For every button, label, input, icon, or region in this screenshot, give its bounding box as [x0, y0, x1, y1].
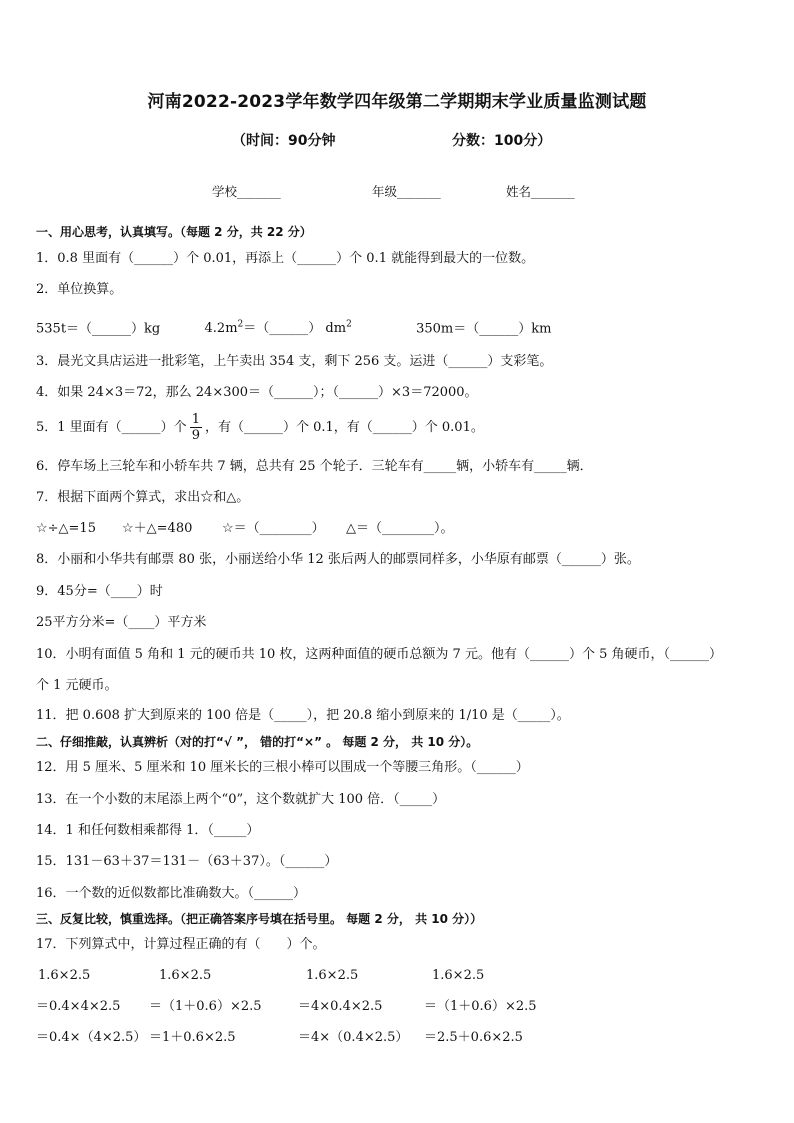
question-10a: 10．小明有面值 5 角和 1 元的硬币共 10 枚，这两种面值的硬币总额为 7 元。他有（______）个 5 角硬币，（______）	[36, 647, 722, 662]
question-7: 7．根据下面两个算式，求出☆和△。	[36, 490, 250, 505]
option-a-line2: ＝0.4×4×2.5	[36, 999, 121, 1014]
question-12: 12．用 5 厘米、5 厘米和 10 厘米长的三根小棒可以围成一个等腰三角形。（______）	[36, 760, 529, 775]
option-d-line2: ＝（1＋0.6）×2.5	[424, 999, 537, 1014]
question-17: 17．下列算式中，计算过程正确的有（ ）个。	[36, 937, 326, 952]
question-2: 2．单位换算。	[36, 282, 123, 297]
question-16: 16．一个数的近似数都比准确数大。（______）	[36, 886, 307, 901]
option-b-line2: ＝（1＋0.6）×2.5	[149, 999, 262, 1014]
option-b-line3: ＝1＋0.6×2.5	[149, 1030, 236, 1045]
question-10b: 个 1 元硬币。	[36, 678, 118, 693]
question-8: 8．小丽和小华共有邮票 80 张，小丽送给小华 12 张后两人的邮票同样多，小华原有邮票（______）张。	[36, 552, 640, 567]
name-field: 姓名_______	[506, 184, 575, 199]
option-c-line2: ＝4×0.4×2.5	[298, 999, 383, 1014]
option-a-line1: 1.6×2.5	[38, 968, 91, 983]
question-7b: ☆＋△=480	[122, 521, 193, 536]
exam-time: （时间：90分钟	[232, 133, 336, 149]
question-3: 3．晨光文具店运进一批彩笔，上午卖出 354 支，剩下 256 支。运进（______）支彩笔。	[36, 354, 553, 369]
question-15: 15．131－63＋37＝131－（63＋37）。（______）	[36, 854, 338, 869]
option-a-line3: ＝0.4×（4×2.5）	[36, 1030, 147, 1045]
question-7c: ☆＝（________）	[222, 521, 325, 536]
question-5: 5．1 里面有（______）个 $\frac{1}{9}$ ，有（______）个 0.1，有（______）个 0.01。	[36, 412, 484, 443]
question-4: 4．如果 24×3＝72，那么 24×300＝（______）；（______）×3＝72000。	[36, 385, 478, 400]
grade-field: 年级_______	[372, 184, 441, 199]
question-2-row	[36, 316, 551, 338]
school-field: 学校_______	[212, 184, 281, 199]
option-d-line1: 1.6×2.5	[432, 968, 485, 983]
exam-title: 河南2022-2023学年数学四年级第二学期期末学业质量监测试题	[147, 92, 647, 112]
option-b-line1: 1.6×2.5	[159, 968, 212, 983]
question-7d: △＝（________）。	[346, 521, 454, 536]
section3-heading: 三、反复比较，慎重选择。（把正确答案序号填在括号里。 每题 2 分， 共 10 分））	[36, 912, 483, 926]
question-9b: 25平方分米=（____）平方米	[36, 615, 207, 630]
question-1: 1．0.8 里面有（______）个 0.01，再添上（______）个 0.1 就能得到最大的一位数。	[36, 251, 535, 266]
option-c-line1: 1.6×2.5	[306, 968, 359, 983]
exam-score: 分数：100分）	[452, 133, 552, 149]
question-7a: ☆÷△=15	[36, 521, 96, 536]
fraction-one-ninth: $\frac{1}{9}$	[191, 412, 200, 443]
option-c-line3: ＝4×（0.4×2.5）	[298, 1030, 409, 1045]
question-11: 11．把 0.608 扩大到原来的 100 倍是（_____），把 20.8 缩小到原来的 1/10 是（_____）。	[36, 708, 570, 723]
option-d-line3: ＝2.5＋0.6×2.5	[424, 1030, 523, 1045]
question-2b: $4.2m^2=(\_\_\_\_\_\_)$ $dm^2$	[204, 320, 352, 337]
section1-heading: 一、用心思考，认真填写。（每题 2 分，共 22 分）	[36, 225, 312, 239]
question-9a: 9．45分=（____）时	[36, 584, 163, 599]
question-6: 6．停车场上三轮车和小轿车共 7 辆，总共有 25 个轮子．三轮车有_____辆，小轿车有_____辆．	[36, 459, 593, 474]
question-13: 13．在一个小数的末尾添上两个“0”，这个数就扩大 100 倍．（_____）	[36, 792, 446, 807]
question-2c: 350m＝（______）km	[416, 321, 552, 337]
question-14: 14．1 和任何数相乘都得 1．（_____）	[36, 823, 260, 838]
section2-heading: 二、仔细推敲，认真辨析（对的打“√ ”， 错的打“×” 。 每题 2 分， 共 10 分）。	[36, 735, 479, 749]
question-2a: 535t＝（______）kg	[36, 321, 161, 337]
